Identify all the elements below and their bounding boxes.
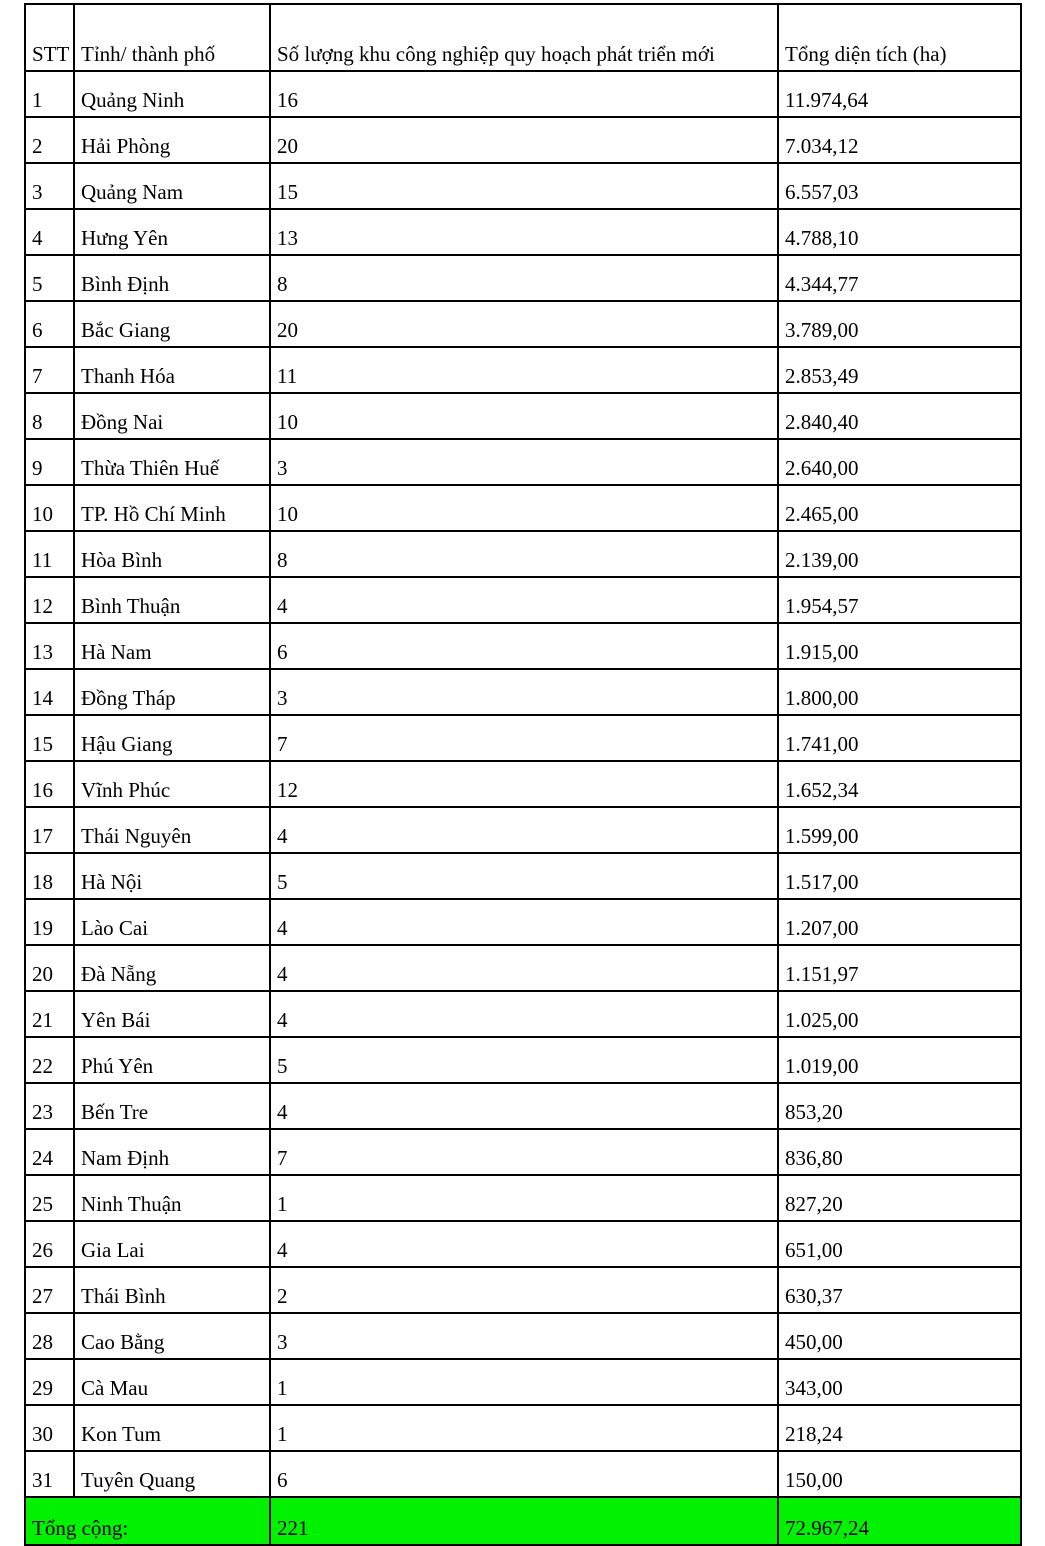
row-stt: 28 <box>25 1313 74 1359</box>
row-stt: 7 <box>25 347 74 393</box>
row-stt: 10 <box>25 485 74 531</box>
row-stt: 23 <box>25 1083 74 1129</box>
table-row <box>25 117 1021 163</box>
table-row <box>25 1451 1021 1497</box>
total-count: 221 <box>270 1497 778 1545</box>
row-count: 4 <box>270 807 778 853</box>
row-province: Thừa Thiên Huế <box>74 439 270 485</box>
total-area: 72.967,24 <box>778 1497 1021 1545</box>
row-stt: 18 <box>25 853 74 899</box>
row-stt: 17 <box>25 807 74 853</box>
row-province: Nam Định <box>74 1129 270 1175</box>
row-count: 20 <box>270 301 778 347</box>
table-row <box>25 853 1021 899</box>
row-stt: 13 <box>25 623 74 669</box>
row-stt: 31 <box>25 1451 74 1497</box>
row-province: Hưng Yên <box>74 209 270 255</box>
row-province: Tuyên Quang <box>74 1451 270 1497</box>
row-province: Kon Tum <box>74 1405 270 1451</box>
table-row <box>25 163 1021 209</box>
row-count: 8 <box>270 255 778 301</box>
table-row <box>25 209 1021 255</box>
row-area: 1.019,00 <box>778 1037 1021 1083</box>
row-province: Đà Nẵng <box>74 945 270 991</box>
row-stt: 3 <box>25 163 74 209</box>
table-header <box>25 4 1021 71</box>
row-count: 12 <box>270 761 778 807</box>
row-count: 4 <box>270 1083 778 1129</box>
row-count: 2 <box>270 1267 778 1313</box>
row-stt: 8 <box>25 393 74 439</box>
row-count: 1 <box>270 1405 778 1451</box>
table-row <box>25 715 1021 761</box>
row-stt: 22 <box>25 1037 74 1083</box>
table-row <box>25 899 1021 945</box>
total-row <box>25 1497 1021 1545</box>
row-count: 4 <box>270 991 778 1037</box>
row-stt: 25 <box>25 1175 74 1221</box>
row-stt: 24 <box>25 1129 74 1175</box>
table-row <box>25 531 1021 577</box>
header-count <box>270 4 778 71</box>
row-count: 4 <box>270 899 778 945</box>
table-row <box>25 761 1021 807</box>
row-count: 7 <box>270 715 778 761</box>
row-area: 836,80 <box>778 1129 1021 1175</box>
header-province <box>74 4 270 71</box>
total-label: Tổng cộng: <box>25 1497 270 1545</box>
row-count: 1 <box>270 1175 778 1221</box>
row-count: 20 <box>270 117 778 163</box>
row-province: Bến Tre <box>74 1083 270 1129</box>
table-row <box>25 1083 1021 1129</box>
table-row <box>25 991 1021 1037</box>
table-row <box>25 577 1021 623</box>
row-province: Phú Yên <box>74 1037 270 1083</box>
header-stt: STT <box>25 4 74 71</box>
row-stt: 1 <box>25 71 74 117</box>
table-row <box>25 1221 1021 1267</box>
table-row <box>25 485 1021 531</box>
table-row <box>25 1037 1021 1083</box>
row-stt: 6 <box>25 301 74 347</box>
row-province: Lào Cai <box>74 899 270 945</box>
row-area: 450,00 <box>778 1313 1021 1359</box>
row-province: Ninh Thuận <box>74 1175 270 1221</box>
row-stt: 26 <box>25 1221 74 1267</box>
row-stt: 21 <box>25 991 74 1037</box>
row-stt: 11 <box>25 531 74 577</box>
header-area <box>778 4 1021 71</box>
row-area: 1.025,00 <box>778 991 1021 1037</box>
row-province: Cao Bằng <box>74 1313 270 1359</box>
row-area: 651,00 <box>778 1221 1021 1267</box>
row-area: 1.151,97 <box>778 945 1021 991</box>
row-count: 5 <box>270 1037 778 1083</box>
row-stt: 20 <box>25 945 74 991</box>
row-stt: 15 <box>25 715 74 761</box>
header-row <box>25 4 1021 71</box>
row-count: 13 <box>270 209 778 255</box>
row-area: 343,00 <box>778 1359 1021 1405</box>
header-province-label: Tỉnh/ thành phố <box>81 42 216 67</box>
row-province: Bắc Giang <box>74 301 270 347</box>
row-area: 1.599,00 <box>778 807 1021 853</box>
table-row <box>25 623 1021 669</box>
row-area: 853,20 <box>778 1083 1021 1129</box>
row-count: 4 <box>270 945 778 991</box>
row-province: Đồng Nai <box>74 393 270 439</box>
row-stt: 2 <box>25 117 74 163</box>
row-stt: 19 <box>25 899 74 945</box>
row-province: Quảng Nam <box>74 163 270 209</box>
table-footer <box>25 1497 1021 1545</box>
table-row <box>25 807 1021 853</box>
row-province: Thanh Hóa <box>74 347 270 393</box>
table-row <box>25 1313 1021 1359</box>
table-row <box>25 669 1021 715</box>
row-count: 16 <box>270 71 778 117</box>
row-area: 1.915,00 <box>778 623 1021 669</box>
row-province: Hải Phòng <box>74 117 270 163</box>
row-area: 11.974,64 <box>778 71 1021 117</box>
table-row <box>25 393 1021 439</box>
row-count: 1 <box>270 1359 778 1405</box>
row-area: 4.344,77 <box>778 255 1021 301</box>
row-count: 3 <box>270 439 778 485</box>
row-count: 6 <box>270 1451 778 1497</box>
table-row <box>25 71 1021 117</box>
row-area: 218,24 <box>778 1405 1021 1451</box>
row-province: Yên Bái <box>74 991 270 1037</box>
row-area: 2.640,00 <box>778 439 1021 485</box>
row-province: Cà Mau <box>74 1359 270 1405</box>
row-area: 1.652,34 <box>778 761 1021 807</box>
row-province: Bình Định <box>74 255 270 301</box>
row-count: 15 <box>270 163 778 209</box>
header-count-label: Số lượng khu công nghiệp quy hoạch phát triển mới <box>277 42 715 67</box>
row-area: 827,20 <box>778 1175 1021 1221</box>
row-province: Quảng Ninh <box>74 71 270 117</box>
row-stt: 9 <box>25 439 74 485</box>
row-stt: 16 <box>25 761 74 807</box>
row-count: 3 <box>270 669 778 715</box>
row-count: 11 <box>270 347 778 393</box>
table-row <box>25 301 1021 347</box>
row-stt: 30 <box>25 1405 74 1451</box>
row-province: Thái Bình <box>74 1267 270 1313</box>
row-area: 1.954,57 <box>778 577 1021 623</box>
row-count: 4 <box>270 1221 778 1267</box>
row-area: 1.517,00 <box>778 853 1021 899</box>
header-area-label: Tổng diện tích (ha) <box>785 42 947 67</box>
row-area: 2.465,00 <box>778 485 1021 531</box>
row-area: 150,00 <box>778 1451 1021 1497</box>
row-province: Hòa Bình <box>74 531 270 577</box>
row-province: TP. Hồ Chí Minh <box>74 485 270 531</box>
row-count: 10 <box>270 485 778 531</box>
row-stt: 5 <box>25 255 74 301</box>
row-count: 4 <box>270 577 778 623</box>
row-stt: 4 <box>25 209 74 255</box>
row-stt: 29 <box>25 1359 74 1405</box>
table-row <box>25 1359 1021 1405</box>
row-province: Đồng Tháp <box>74 669 270 715</box>
row-area: 3.789,00 <box>778 301 1021 347</box>
table-row <box>25 1175 1021 1221</box>
row-count: 7 <box>270 1129 778 1175</box>
table-row <box>25 1129 1021 1175</box>
table-row <box>25 439 1021 485</box>
table-row <box>25 945 1021 991</box>
row-area: 2.853,49 <box>778 347 1021 393</box>
table-row <box>25 255 1021 301</box>
row-area: 2.139,00 <box>778 531 1021 577</box>
row-stt: 27 <box>25 1267 74 1313</box>
row-province: Hậu Giang <box>74 715 270 761</box>
row-stt: 14 <box>25 669 74 715</box>
row-count: 6 <box>270 623 778 669</box>
row-province: Hà Nam <box>74 623 270 669</box>
row-province: Gia Lai <box>74 1221 270 1267</box>
row-area: 1.741,00 <box>778 715 1021 761</box>
row-province: Vĩnh Phúc <box>74 761 270 807</box>
table-row <box>25 347 1021 393</box>
row-province: Thái Nguyên <box>74 807 270 853</box>
table-row <box>25 1405 1021 1451</box>
row-area: 1.800,00 <box>778 669 1021 715</box>
table-row <box>25 1267 1021 1313</box>
row-area: 630,37 <box>778 1267 1021 1313</box>
table-body <box>25 71 1021 1497</box>
row-stt: 12 <box>25 577 74 623</box>
row-province: Bình Thuận <box>74 577 270 623</box>
row-area: 6.557,03 <box>778 163 1021 209</box>
row-area: 2.840,40 <box>778 393 1021 439</box>
row-count: 5 <box>270 853 778 899</box>
row-count: 3 <box>270 1313 778 1359</box>
row-count: 10 <box>270 393 778 439</box>
row-count: 8 <box>270 531 778 577</box>
row-province: Hà Nội <box>74 853 270 899</box>
row-area: 4.788,10 <box>778 209 1021 255</box>
row-area: 7.034,12 <box>778 117 1021 163</box>
row-area: 1.207,00 <box>778 899 1021 945</box>
